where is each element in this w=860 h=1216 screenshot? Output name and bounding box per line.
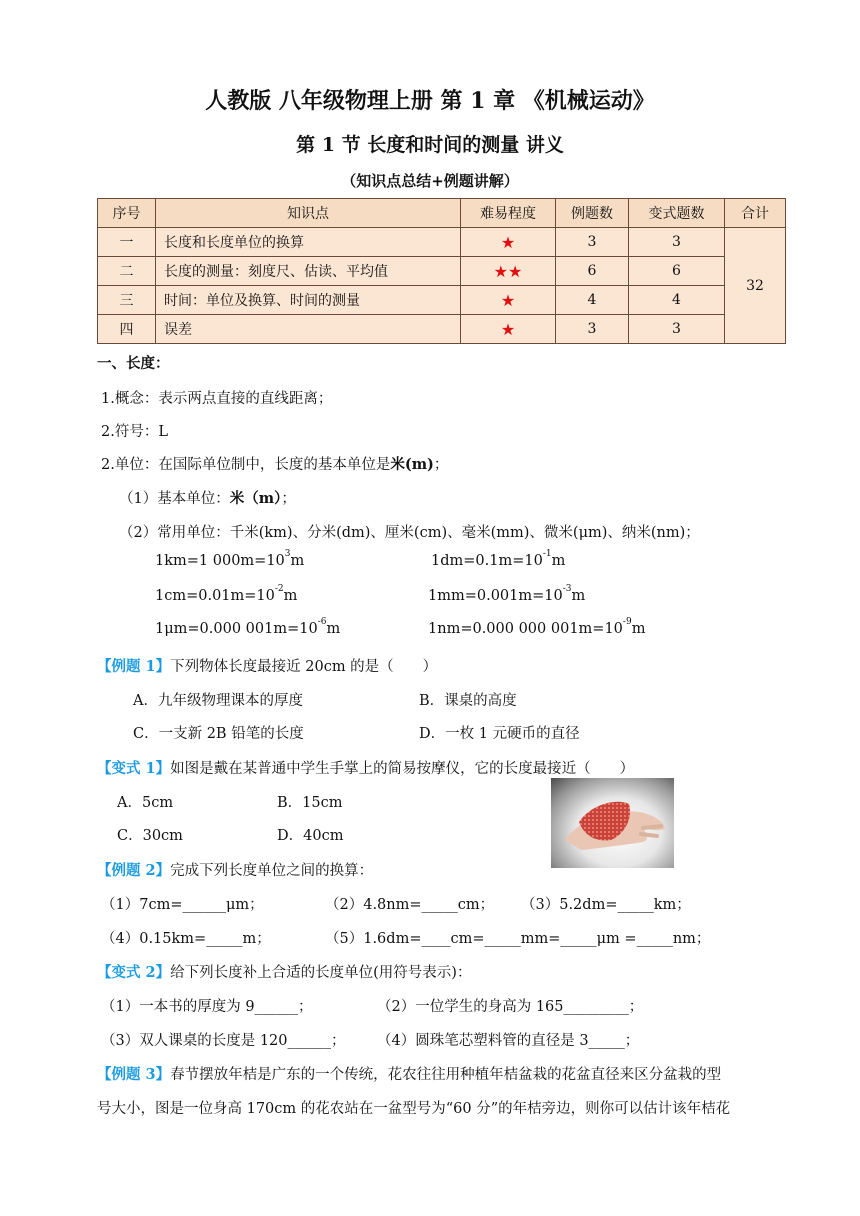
difficulty-stars: ★ xyxy=(461,315,556,344)
example-tag: 【例题 2】 xyxy=(97,862,171,879)
basic-unit-suffix: ； xyxy=(281,491,296,507)
row-number: 二 xyxy=(98,257,156,286)
row-number: 四 xyxy=(98,315,156,344)
example-2 xyxy=(97,859,373,880)
row-topic: 误差 xyxy=(156,315,461,344)
variant-question: 如图是戴在某普通中学生手掌上的简易按摩仪，它的长度最接近（ ） xyxy=(170,761,635,777)
option-b: B．15cm xyxy=(277,795,343,811)
conversion-um: 1μm=0.000 $001m=10^{-6}m$ xyxy=(155,617,341,637)
document-title: 人教版 八年级物理上册 第 1 章 《机械运动》 xyxy=(205,88,655,114)
header-cell: 知识点 xyxy=(156,199,461,228)
header-cell: 变式题数 xyxy=(629,199,725,228)
conversion-mm: $1mm=0.001m=10^{-3}m$ xyxy=(428,584,586,604)
example-3 xyxy=(97,1063,721,1084)
blank-q5: （5）1.6dm=____cm=_____mm=_____μm =_____nm； xyxy=(325,931,711,947)
variant-tag: 【变式 2】 xyxy=(97,964,171,981)
unit-prefix: 2.单位：在国际单位制中，长度的基本单位是 xyxy=(101,457,391,473)
example-1 xyxy=(97,655,437,676)
basic-unit-bold: 米（m） xyxy=(229,490,282,507)
massager-on-hand-image xyxy=(551,778,674,868)
unit-q4: （4）圆珠笔芯塑料管的直径是 3_____； xyxy=(377,1033,640,1049)
header-cell: 序号 xyxy=(98,199,156,228)
basic-unit-line xyxy=(119,487,296,508)
variant-1 xyxy=(97,757,634,778)
concept-line: 1.概念：表示两点直接的直线距离； xyxy=(101,391,333,407)
table-row xyxy=(98,315,786,344)
symbol-line: 2.符号：L xyxy=(101,424,168,440)
unit-q2: （2）一位学生的身高为 165_________； xyxy=(377,999,644,1015)
unit-bold: 米(m) xyxy=(390,456,434,473)
blank-q1: （1）7cm=______μm； xyxy=(101,897,264,913)
header-cell: 合计 xyxy=(725,199,786,228)
total-count: 32 xyxy=(725,228,786,344)
conversion-nm: 1nm=0.000 000 $001m=10^{-9}m$ xyxy=(428,617,646,637)
example-question: 下列物体长度最接近 20cm 的是（ ） xyxy=(170,659,438,675)
blank-q2: （2）4.8nm=_____cm； xyxy=(325,897,495,913)
variant-count: 6 xyxy=(629,257,725,286)
variant-count: 4 xyxy=(629,286,725,315)
option-d: D．一枚 1 元硬币的直径 xyxy=(419,726,580,742)
difficulty-stars: ★ xyxy=(461,286,556,315)
table-row xyxy=(98,257,786,286)
option-d: D．40cm xyxy=(277,828,344,844)
example-count: 6 xyxy=(556,257,629,286)
row-topic: 长度和长度单位的换算 xyxy=(156,228,461,257)
hand-illustration xyxy=(551,778,674,868)
variant-tag: 【变式 1】 xyxy=(97,760,171,777)
example-tag: 【例题 1】 xyxy=(97,658,171,675)
blank-q4: （4）0.15km=_____m； xyxy=(101,931,271,947)
row-topic: 时间：单位及换算、时间的测量 xyxy=(156,286,461,315)
basic-unit-prefix: （1）基本单位： xyxy=(119,491,230,507)
section-title: 第 1 节 长度和时间的测量 讲义 xyxy=(296,134,564,156)
row-topic: 长度的测量：刻度尺、估读、平均值 xyxy=(156,257,461,286)
row-number: 一 xyxy=(98,228,156,257)
example-tag: 【例题 3】 xyxy=(97,1066,171,1083)
example-count: 3 xyxy=(556,315,629,344)
blank-q3: （3）5.2dm=_____km； xyxy=(521,897,691,913)
example-text-line2: 号大小，图是一位身高 170cm 的花农站在一盆型号为“60 分”的年桔旁边，则你可以估计该年桔花 xyxy=(97,1101,731,1117)
section-subtitle: （知识点总结+例题讲解） xyxy=(341,172,519,190)
header-cell: 难易程度 xyxy=(461,199,556,228)
conversion-km: 1km=1 $000m=10^3m$ xyxy=(155,549,305,569)
variant-count: 3 xyxy=(629,315,725,344)
difficulty-stars: ★★ xyxy=(461,257,556,286)
common-units-line: （2）常用单位：千米(km)、分米(dm)、厘米(cm)、毫米(mm)、微米(μm)、纳米(nm)； xyxy=(119,525,700,541)
example-text-line1: 春节摆放年桔是广东的一个传统，花农往往用种植年桔盆栽的花盆直径来区分盆栽的型 xyxy=(170,1067,722,1083)
conversion-cm: $1cm=0.01m=10^{-2}m$ xyxy=(155,584,298,604)
header-cell: 例题数 xyxy=(556,199,629,228)
option-c: C．30cm xyxy=(117,828,183,844)
option-a: A．5cm xyxy=(117,795,174,811)
knowledge-summary-table xyxy=(97,198,786,344)
unit-suffix: ； xyxy=(433,457,449,473)
length-heading: 一、长度： xyxy=(97,355,170,372)
example-count: 3 xyxy=(556,228,629,257)
variant-2 xyxy=(97,961,471,982)
option-b: B．课桌的高度 xyxy=(419,693,517,709)
example-count: 4 xyxy=(556,286,629,315)
option-a: A．九年级物理课本的厚度 xyxy=(133,693,303,709)
conversion-dm: $1dm=0.1m=10^{-1}m$ xyxy=(431,549,566,569)
difficulty-stars: ★ xyxy=(461,228,556,257)
unit-q1: （1）一本书的厚度为 9______； xyxy=(101,999,313,1015)
row-number: 三 xyxy=(98,286,156,315)
unit-q3: （3）双人课桌的长度是 120______； xyxy=(101,1033,346,1049)
table-row xyxy=(98,228,786,257)
option-c: C．一支新 2B 铅笔的长度 xyxy=(133,726,304,742)
unit-line xyxy=(101,453,448,474)
example-question: 完成下列长度单位之间的换算： xyxy=(170,863,374,879)
variant-count: 3 xyxy=(629,228,725,257)
table-header-row xyxy=(98,199,786,228)
table-row xyxy=(98,286,786,315)
variant-question: 给下列长度补上合适的长度单位(用符号表示)： xyxy=(170,965,472,981)
